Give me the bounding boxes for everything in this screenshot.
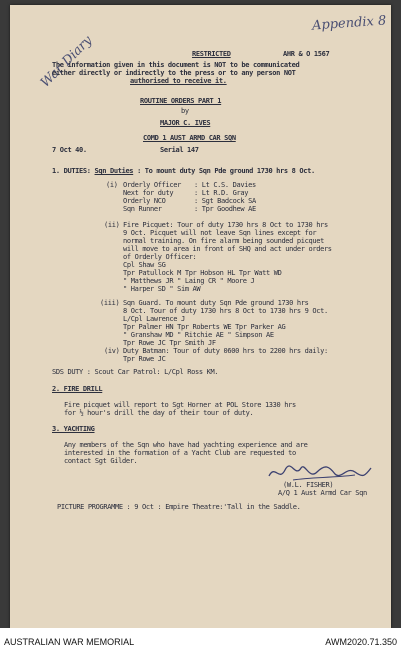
- text-line: " Granshaw MD " Ritchie AE " Simpson AE: [123, 331, 274, 339]
- item-ii-number: (ii): [104, 221, 120, 229]
- section-1-number-title: 1. DUTIES:: [52, 167, 91, 175]
- text-line: 9 Oct. Picquet will not leave Sqn lines except for: [123, 229, 317, 237]
- security-notice-line-2: either directly or indirectly to the press or to any person NOT: [52, 69, 296, 77]
- duty-person: : Lt R.D. Gray: [194, 189, 249, 197]
- text-line: L/Cpl Lawrence J: [123, 315, 185, 323]
- serial-number: Serial 147: [160, 146, 199, 154]
- text-line: of Orderly Officer:: [123, 253, 197, 261]
- footer-catalog-id: AWM2020.71.350: [325, 637, 397, 647]
- footer-institution: AUSTRALIAN WAR MEMORIAL: [4, 637, 135, 647]
- duty-role: Orderly Officer: [123, 181, 181, 189]
- security-notice-line-3: authorised to receive it.: [130, 77, 227, 85]
- picture-programme: PICTURE PROGRAMME : 9 Oct : Empire Theatre:'Tall in the Saddle.: [57, 503, 301, 511]
- section-1-text: : To mount duty Sqn Pde ground 1730 hrs 8 Oct.: [137, 167, 315, 175]
- text-line: Tpr Rowe JC: [123, 355, 166, 363]
- item-iv-number: (iv): [104, 347, 120, 355]
- text-line: Tpr Palmer HN Tpr Roberts WE Tpr Parker AG: [123, 323, 286, 331]
- section-2-line: Fire picquet will report to Sgt Horner at POL Store 1330 hrs: [64, 401, 296, 409]
- text-line: " Harper SD " Sim AW: [123, 285, 201, 293]
- orders-title: ROUTINE ORDERS PART 1: [140, 97, 222, 105]
- text-line: " Matthews JR " Laing CR " Moore J: [123, 277, 255, 285]
- section-2-heading: 2. FIRE DRILL: [52, 385, 103, 393]
- document-reference: AHR & O 1567: [283, 50, 330, 58]
- duty-role: Next for duty: [123, 189, 174, 197]
- section-3-heading: 3. YACHTING: [52, 425, 95, 433]
- duty-role: Orderly NCO: [123, 197, 166, 205]
- restricted-label: RESTRICTED: [192, 50, 231, 58]
- section-3-line: Any members of the Sqn who have had yachting experience and are: [64, 441, 308, 449]
- text-line: Sqn Guard. To mount duty Sqn Pde ground 1730 hrs: [123, 299, 309, 307]
- order-date: 7 Oct 40.: [52, 146, 87, 154]
- text-line: normal training. On fire alarm being sounded picquet: [123, 237, 324, 245]
- signatory-title: A/Q 1 Aust Armd Car Sqn: [278, 489, 367, 497]
- section-1-subheading: Sqn Duties: [94, 167, 134, 175]
- section-2-line: for ½ hour's drill the day of their tour of duty.: [64, 409, 254, 417]
- duty-person: : Sgt Badcock SA: [194, 197, 256, 205]
- commander-name: MAJOR C. IVES: [160, 119, 211, 127]
- duty-role: Sqn Runner: [123, 205, 162, 213]
- item-iii-number: (iii): [100, 299, 120, 307]
- section-1-heading: [52, 167, 315, 175]
- security-notice-line-1: The information given in this document is NOT to be communicated: [52, 61, 300, 69]
- section-3-line: interested in the formation of a Yacht Club are requested to: [64, 449, 296, 457]
- text-line: Cpl Shaw SG: [123, 261, 166, 269]
- text-line: 8 Oct. Tour of duty 1730 hrs 8 Oct to 1730 hrs 9 Oct.: [123, 307, 328, 315]
- section-3-line: contact Sgt Gilder.: [64, 457, 138, 465]
- text-line: Tpr Patullock M Tpr Hobson HL Tpr Watt WD: [123, 269, 282, 277]
- handwritten-margin-note: War Diary: [38, 33, 96, 91]
- text-line: will move to area in front of SHQ and act under orders: [123, 245, 332, 253]
- signatory-name: (W.L. FISHER): [283, 481, 334, 489]
- text-line: Fire Picquet: Tour of duty 1730 hrs 8 Oct to 1730 hrs: [123, 221, 328, 229]
- handwritten-appendix-label: Appendix 8: [311, 13, 387, 34]
- duty-person: : Tpr Goodhew AE: [194, 205, 256, 213]
- archive-footer: [0, 628, 401, 653]
- item-i-number: (i): [106, 181, 118, 189]
- orders-by: by: [181, 107, 189, 115]
- duty-person: : Lt C.S. Davies: [194, 181, 256, 189]
- sds-duty: SDS DUTY : Scout Car Patrol: L/Cpl Ross KM.: [52, 368, 219, 376]
- text-line: Tpr Rowe JC Tpr Smith JF: [123, 339, 216, 347]
- text-line: Duty Batman: Tour of duty 0600 hrs to 2200 hrs daily:: [123, 347, 328, 355]
- unit-name: COMD 1 AUST ARMD CAR SQN: [143, 134, 236, 142]
